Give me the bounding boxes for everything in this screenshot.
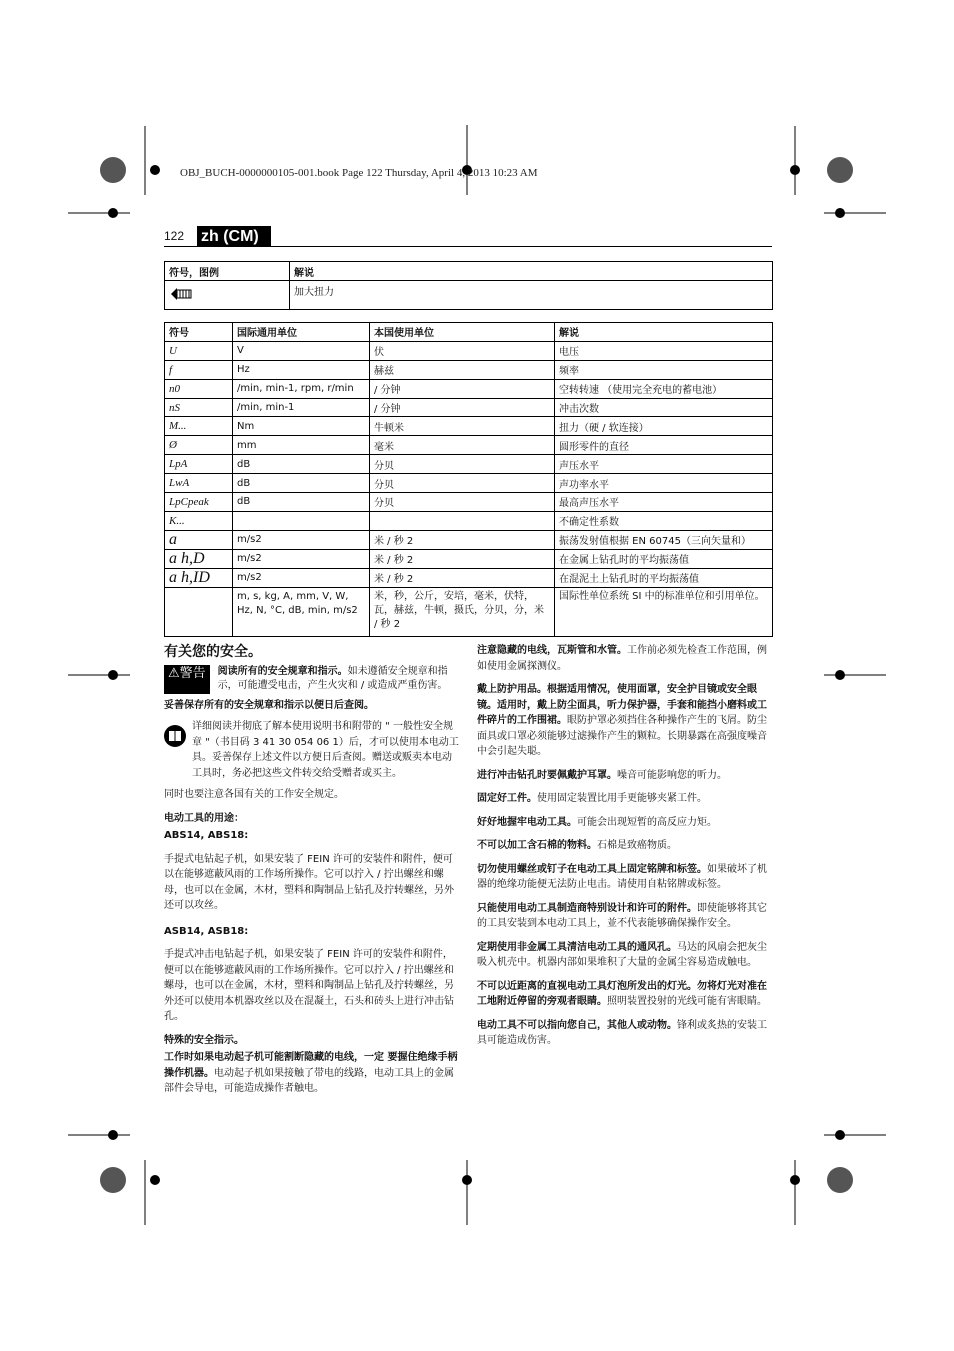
table-row xyxy=(165,530,773,549)
table-cell: m/s2 xyxy=(233,530,370,549)
table-cell: a h,D xyxy=(165,549,233,568)
table-cell: m, s, kg, A, mm, V, W, Hz, N, °C, dB, min, m/s2 xyxy=(233,587,370,636)
table-cell xyxy=(233,511,370,530)
safety-bold: 固定好工件。 xyxy=(477,793,537,804)
model-description: 手提式电钻起子机，如果安装了 FEIN 许可的安装件和附件，便可以在能够遮蔽风雨的工作场所操作。它可以拧入 / 拧出螺丝和螺母，也可以在金属，木材，塑料和陶制品上钻孔及拧转螺丝，另外还可以攻丝。 xyxy=(164,853,454,911)
safety-bold: 只能使用电动工具制造商特别设计和许可的附件。 xyxy=(477,902,697,914)
safety-paragraph xyxy=(477,901,771,932)
table-cell: dB xyxy=(233,493,370,512)
safety-paragraph xyxy=(477,979,771,1010)
language-tag: zh (CM) xyxy=(197,226,271,247)
table-header: 符号 xyxy=(165,323,233,342)
table-cell: 声功率水平 xyxy=(555,474,773,493)
table-cell: LpCpeak xyxy=(165,493,233,512)
table-row xyxy=(165,417,773,436)
table-row xyxy=(165,474,773,493)
table-cell: 声压水平 xyxy=(555,455,773,474)
section-title: 有关您的安全。 xyxy=(164,644,262,660)
table-cell: 在混泥土上钻孔时的平均振荡值 xyxy=(555,568,773,587)
safety-paragraph xyxy=(477,643,771,674)
safety-text: 照明装置投射的光线可能有害眼睛。 xyxy=(607,996,767,1007)
safety-paragraph xyxy=(477,815,771,831)
table-header: 本国使用单位 xyxy=(370,323,555,342)
table-cell: 米 / 秒 2 xyxy=(370,568,555,587)
table-cell: 冲击次数 xyxy=(555,398,773,417)
table-cell: a h,ID xyxy=(165,568,233,587)
table-header: 解说 xyxy=(290,262,773,281)
table-cell: / 分钟 xyxy=(370,398,555,417)
table-cell: 振荡发射值根据 EN 60745（三向矢量和） xyxy=(555,530,773,549)
table-row xyxy=(165,455,773,474)
page-number: 122 xyxy=(164,229,185,243)
warning-badge: ⚠警告 xyxy=(164,665,210,694)
left-column xyxy=(164,645,460,1103)
table-cell: Ø xyxy=(165,436,233,455)
table-cell: 分贝 xyxy=(370,474,555,493)
table-cell: 伏 xyxy=(370,341,555,360)
safety-bold: 进行冲击钻孔时要佩戴护耳罩。 xyxy=(477,769,617,781)
table-cell: M... xyxy=(165,417,233,436)
table-row xyxy=(165,398,773,417)
model-label: ASB14, ASB18: xyxy=(164,925,249,937)
safety-text: 石棉是致癌物质。 xyxy=(597,840,677,851)
torque-icon xyxy=(169,284,195,304)
table-cell: 分贝 xyxy=(370,493,555,512)
keep-instructions: 妥善保存所有的安全规章和指示以便日后查阅。 xyxy=(164,699,374,711)
safety-text: 工作前必须先检查工作范围，例如使用金属探测仪。 xyxy=(477,645,767,672)
special-bold: 工作时如果电动起子机可能割断隐藏的电线，一定 要握住绝缘手柄操作机器。 xyxy=(164,1052,458,1079)
table-cell: 最高声压水平 xyxy=(555,493,773,512)
table-cell: 国际性单位系统 SI 中的标准单位和引用单位。 xyxy=(555,587,773,636)
manual-text: 详细阅读并彻底了解本使用说明书和附带的 " 一般性安全规章 "（书目码 3 41 30 054 06 1）后，才可以使用本电动工具。妥善保存上述文件以方便日后查阅。赠送或贩卖本电动工具时，务必把这些文件转交给受赠者或买主。 xyxy=(192,721,459,779)
table-cell: 扭力（硬 / 软连接） xyxy=(555,417,773,436)
table-cell: 在金属上钻孔时的平均振荡值 xyxy=(555,549,773,568)
table-cell: 不确定性系数 xyxy=(555,511,773,530)
table-cell: /min, min-1 xyxy=(233,398,370,417)
safety-text: 锋利或炙热的安装工具可能造成伤害。 xyxy=(477,1019,767,1046)
table-cell: / 分钟 xyxy=(370,379,555,398)
safety-paragraph xyxy=(477,768,771,784)
table-cell: 毫米 xyxy=(370,436,555,455)
table-cell: 米 / 秒 2 xyxy=(370,530,555,549)
warning-triangle-icon: ⚠ xyxy=(168,665,180,681)
safety-paragraph xyxy=(477,682,771,760)
table-cell: a xyxy=(165,530,233,549)
safety-text: 马达的风扇会把灰尘吸入机壳中。机器内部如果堆积了大量的金属尘容易造成触电。 xyxy=(477,941,767,968)
safety-bold: 电动工具不可以指向您自己，其他人或动物。 xyxy=(477,1019,677,1031)
book-info-line: OBJ_BUCH-0000000105-001.book Page 122 Thursday, April 4, 2013 10:23 AM xyxy=(180,167,538,179)
table-cell: f xyxy=(165,360,233,379)
warning-text: 如未遵循安全规章和指示，可能遭受电击，产生火灾和 / 或造成严重伤害。 xyxy=(217,665,448,691)
safety-bold: 不可以近距离的直视电动工具灯泡所发出的灯光。勿将灯光对准在工地附近停留的旁观者眼睛。 xyxy=(477,980,767,1007)
safety-bold: 切勿使用螺丝或钉子在电动工具上固定铭牌和标签。 xyxy=(477,863,707,875)
table-row xyxy=(165,436,773,455)
safety-bold: 定期使用非金属工具清洁电动工具的通风孔。 xyxy=(477,941,677,953)
safety-paragraph xyxy=(477,940,771,971)
safety-paragraph xyxy=(477,838,771,854)
safety-text: 即使能够将其它的工具安装到本电动工具上，並不代表能够确保操作安全。 xyxy=(477,902,767,929)
safety-text: 如果破坏了机器的绝缘功能便无法防止电击。请使用自粘铭牌或标签。 xyxy=(477,863,767,890)
table-cell: 空转转速 （使用完全充电的蓄电池） xyxy=(555,379,773,398)
table-row xyxy=(165,511,773,530)
table-header: 解说 xyxy=(555,323,773,342)
safety-bold: 不可以加工含石棉的物料。 xyxy=(477,840,597,851)
table-header: 国际通用单位 xyxy=(233,323,370,342)
model-description: 手提式冲击电钻起子机，如果安装了 FEIN 许可的安装件和附件，便可以在能够遮蔽风雨的工作场所操作。它可以拧入 / 拧出螺丝和螺母，也可以在金属，木材，塑料和陶制品上钻孔及拧转螺丝，另外还可以使用本机器攻丝以及在混凝土，石头和砖头上进行冲击钻孔。 xyxy=(164,949,454,1022)
table-header: 符号，图例 xyxy=(165,262,290,281)
table-row xyxy=(165,549,773,568)
table-cell: U xyxy=(165,341,233,360)
table-cell: 牛顿米 xyxy=(370,417,555,436)
table-row xyxy=(165,493,773,512)
safety-text: 眼防护罩必须挡住各种操作产生的飞屑。防尘面具或口罩必须能够过滤操作产生的颗粒。长期暴露在高强度噪音中会引起失聪。 xyxy=(477,715,767,757)
table-cell: Hz xyxy=(233,360,370,379)
read-manual-icon xyxy=(164,725,186,747)
safety-bold: 戴上防护用品。根据适用情况，使用面罩，安全护目镜或安全眼镜。适用时，戴上防尘面具，听力保护器，手套和能挡小磨料或工件碎片的工作围裙。 xyxy=(477,684,767,726)
symbol-legend-table xyxy=(164,261,773,310)
table-cell xyxy=(370,511,555,530)
table-row xyxy=(165,379,773,398)
table-cell: dB xyxy=(233,474,370,493)
table-cell: LpA xyxy=(165,455,233,474)
table-cell: /min, min-1, rpm, r/min xyxy=(233,379,370,398)
safety-paragraph xyxy=(477,862,771,893)
special-text: 电动起子机如果接触了带电的线路，电动工具上的金属部件会导电，可能造成操作者触电。 xyxy=(164,1067,454,1094)
table-cell: 赫兹 xyxy=(370,360,555,379)
table-row xyxy=(165,360,773,379)
right-column xyxy=(477,643,771,1057)
safety-text: 使用固定装置比用手更能够夹紧工件。 xyxy=(537,793,707,804)
safety-bold: 好好地握牢电动工具。 xyxy=(477,816,577,828)
table-cell: mm xyxy=(233,436,370,455)
table-cell: m/s2 xyxy=(233,568,370,587)
table-row xyxy=(165,568,773,587)
header-rule xyxy=(164,246,772,247)
table-cell: 米 / 秒 2 xyxy=(370,549,555,568)
table-cell: 加大扭力 xyxy=(290,281,773,310)
table-cell: 米，秒，公斤，安培，毫米，伏特，瓦，赫兹，牛顿，摄氏，分贝，分，米 / 秒 2 xyxy=(370,587,555,636)
table-cell: K... xyxy=(165,511,233,530)
table-cell: n0 xyxy=(165,379,233,398)
safety-text: 可能会出现短暂的高反应力矩。 xyxy=(577,816,717,828)
table-cell xyxy=(165,281,290,310)
table-cell: nS xyxy=(165,398,233,417)
national-rules: 同时也要注意各国有关的工作安全规定。 xyxy=(164,789,344,800)
table-cell: V xyxy=(233,341,370,360)
safety-paragraph xyxy=(477,1018,771,1049)
safety-text: 噪音可能影响您的听力。 xyxy=(617,769,727,781)
units-table xyxy=(164,322,773,637)
table-row xyxy=(165,341,773,360)
table-row xyxy=(165,587,773,636)
table-cell xyxy=(165,587,233,636)
warning-bold: 阅读所有的安全规章和指示。 xyxy=(217,665,348,677)
table-cell: m/s2 xyxy=(233,549,370,568)
table-cell: 分贝 xyxy=(370,455,555,474)
model-label: ABS14, ABS18: xyxy=(164,830,249,841)
table-cell: 圆形零件的直径 xyxy=(555,436,773,455)
safety-paragraph xyxy=(477,791,771,807)
table-cell: Nm xyxy=(233,417,370,436)
safety-bold: 注意隐藏的电线，瓦斯管和水管。 xyxy=(477,645,627,656)
table-cell: LwA xyxy=(165,474,233,493)
intended-use-title: 电动工具的用途： xyxy=(164,812,244,824)
special-safety-title: 特殊的安全指示。 xyxy=(164,1034,244,1046)
table-cell: 频率 xyxy=(555,360,773,379)
table-cell: dB xyxy=(233,455,370,474)
table-cell: 电压 xyxy=(555,341,773,360)
